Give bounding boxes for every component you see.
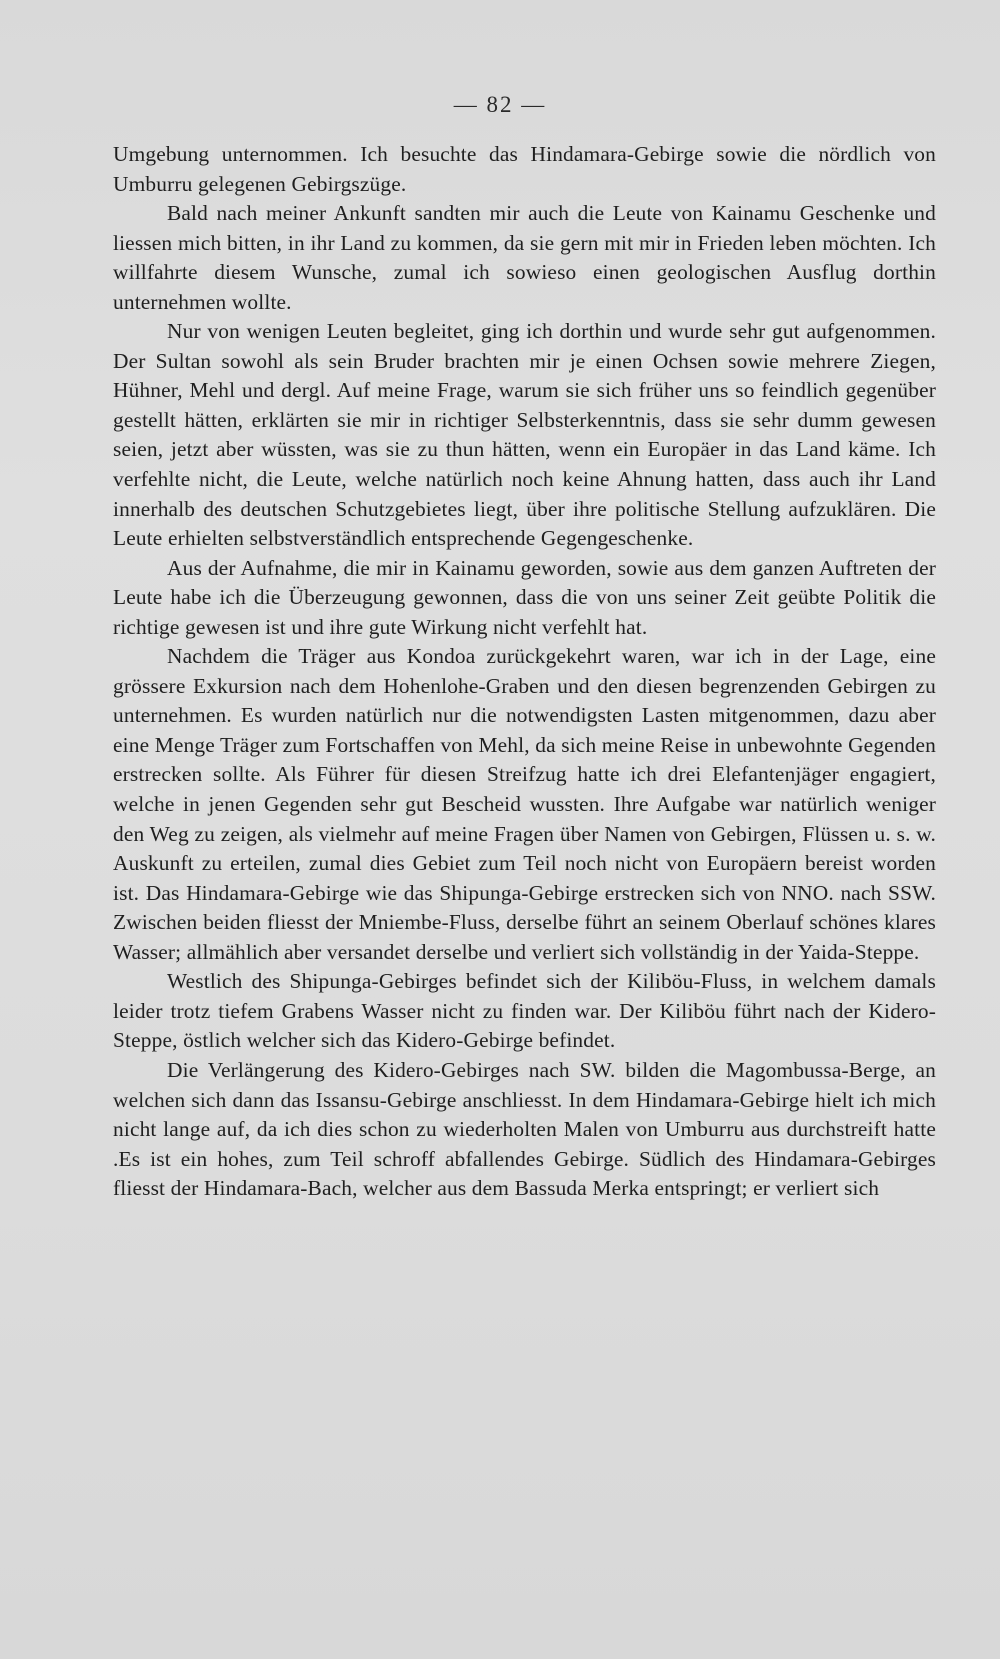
paragraph-continuation: Umgebung unternommen. Ich besuchte das Hindamara-Gebirge sowie die nördlich von Umburru gelegenen Gebirgszüge. [113,142,936,196]
paragraph: Die Verlängerung des Kidero-Gebirges nach SW. bilden die Magombussa-Berge, an welchen sich dann das Issansu-Gebirge anschliesst. In dem Hindamara-Gebirge hielt ich mich nicht lange auf, da ich dies schon zu wiederholten Malen von Umburru aus durchstreift hatte .Es ist ein hohes, zum Teil schroff abfallendes Gebirge. Südlich des Hindamara-Gebirges fliesst der Hindamara-Bach, welcher aus dem Bassuda Merka entspringt; er verliert sich [113,1057,936,1201]
body-text [113,140,936,1204]
paragraph: Nur von wenigen Leuten begleitet, ging ich dorthin und wurde sehr gut aufgenommen. Der Sultan sowohl als sein Bruder brachten mir je einen Ochsen sowie mehrere Ziegen, Hühner, Mehl und dergl. Auf meine Frage, warum sie sich früher uns so feindlich gegenüber gestellt hätten, erklärten sie mir in richtiger Selbsterkenntnis, dass sie sehr dumm gewesen seien, jetzt aber wüssten, was sie zu thun hätten, wenn ein Europäer in das Land käme. Ich verfehlte nicht, die Leute, welche natürlich noch keine Ahnung hatten, dass auch ihr Land innerhalb des deutschen Schutzgebietes liegt, über ihre politische Stellung aufzuklären. Die Leute erhielten selbstverständlich entsprechende Gegengeschenke. [113,319,936,551]
paragraph: Nachdem die Träger aus Kondoa zurückgekehrt waren, war ich in der Lage, eine grössere Exkursion nach dem Hohenlohe-Graben und den diesen begrenzenden Gebirgen zu unternehmen. Es wurden natürlich nur die notwendigsten Lasten mitgenommen, dazu aber eine Menge Träger zum Fortschaffen von Mehl, da sich meine Reise in unbewohnte Gegenden erstrecken sollte. Als Führer für diesen Streifzug hatte ich drei Elefantenjäger engagiert, welche in jenen Gegenden sehr gut Bescheid wussten. Ihre Aufgabe war natürlich weniger den Weg zu zeigen, als vielmehr auf meine Fragen über Namen von Gebirgen, Flüssen u. s. w. Auskunft zu erteilen, zumal dies Gebiet zum Teil noch nicht von Europäern bereist worden ist. Das Hindamara-Gebirge wie das Shipunga-Gebirge erstrecken sich von NNO. nach SSW. Zwischen beiden fliesst der Mniembe-Fluss, derselbe führt an seinem Oberlauf schönes klares Wasser; allmählich aber versandet derselbe und verliert sich vollständig in der Yaida-Steppe. [113,644,936,964]
paragraph: Aus der Aufnahme, die mir in Kainamu geworden, sowie aus dem ganzen Auftreten der Leute habe ich die Überzeugung gewonnen, dass die von uns seiner Zeit geübte Politik die richtige gewesen ist und ihre gute Wirkung nicht verfehlt hat. [113,555,936,639]
paragraph: Westlich des Shipunga-Gebirges befindet sich der Kiliböu-Fluss, in welchem damals leider trotz tiefem Grabens Wasser nicht zu finden war. Der Kiliböu führt nach der Kidero-Steppe, östlich welcher sich das Kidero-Gebirge befindet. [113,969,936,1053]
page-number: — 82 — [453,92,547,117]
paragraph: Bald nach meiner Ankunft sandten mir auch die Leute von Kainamu Geschenke und liessen mich bitten, in ihr Land zu kommen, da sie gern mit mir in Frieden leben möchten. Ich willfahrte diesem Wunsche, zumal ich sowieso einen geologischen Ausflug dorthin unternehmen wollte. [113,201,936,314]
